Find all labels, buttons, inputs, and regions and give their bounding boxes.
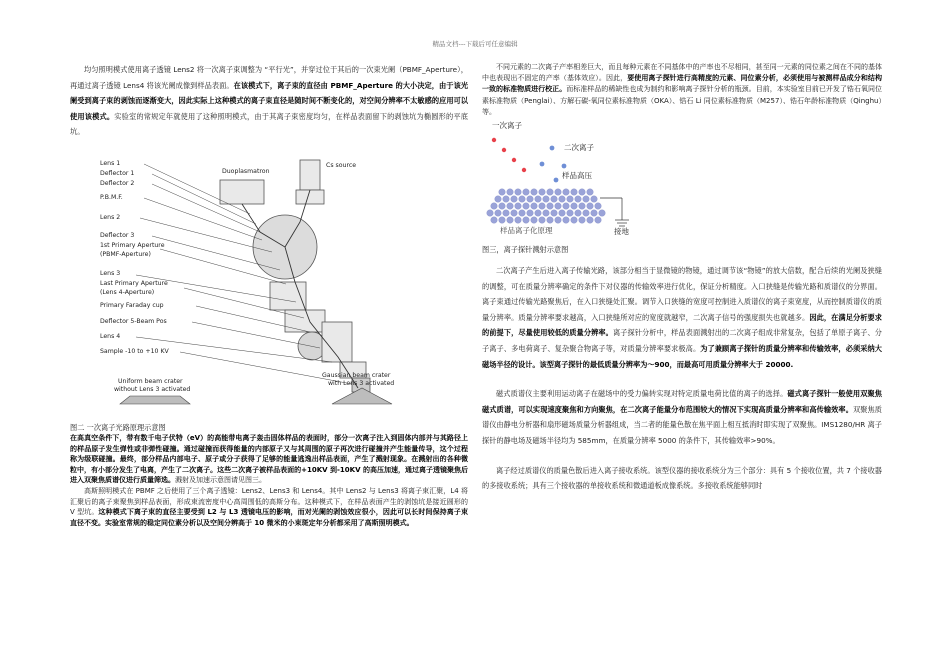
label-sample-voltage: Sample -10 to +10 KV	[100, 347, 169, 355]
primary-ion-dots	[492, 138, 526, 172]
right-column	[482, 62, 882, 494]
label-faraday-cup: Primary Faraday cup	[100, 301, 164, 309]
label-uniform-crater-sub: without Lens 3 activated	[114, 385, 191, 393]
label-primary-ion: 一次离子	[492, 121, 522, 131]
sputtering-figure	[482, 120, 637, 238]
label-deflector1: Deflector 1	[100, 169, 135, 177]
spacer	[482, 449, 882, 463]
bold-text-run: 在高真空条件下，带有数千电子伏特（eV）的高能带电离子轰击固体样品的表面时，部分一次离子注入到固体内部并与其路径上的样品原子发生弹性或非弹性碰撞。通过碰撞而获得能量的内部原子又与其周围的原子再次进行碰撞并产生能量传导，这个过程称为级联碰撞。最终，部分样品内部电子、原子或分子获得了足够的能量逃逸出样品表面，产生了溅射现象。在溅射出的各种微粒中，有小部分发生了电离，产生了二次离子。这些二次离子被样品表面的+10KV 到-10KV 的高压加速，通过离子透镜聚焦后进入双聚焦质谱仪进行质量筛选。	[70, 433, 468, 485]
label-sample-high-voltage: 样品高压	[562, 171, 592, 181]
figure-2-caption: 图二 一次离子光路原理示意图	[70, 422, 166, 432]
bold-text-run: 要使用离子探针进行高精度的元素、同位素分析，必须使用与被测样品成分和结构一致的标准物质进行校正。	[482, 74, 882, 94]
figure-3-caption: 图三，离子探针溅射示意图	[482, 245, 569, 255]
text-run: 高斯照明模式在 PBMF 之后使用了三个离子透镜：Lens2、Lens3 和 Lens4。其中 Lens2 与 Lens3 将离子束汇聚，L4 将汇聚后的离子束聚焦到样品表面，形成束流密度中心高周围低的高斯分布。这种模式下，在样品表面产生的剥蚀坑是接近圆形的 V 型坑。	[70, 486, 468, 517]
text-run: 溅射及加速示意图请见图三。	[175, 476, 266, 485]
left-paragraph-uniform-illumination	[70, 62, 468, 140]
label-lens2: Lens 2	[100, 213, 121, 221]
left-column	[70, 62, 468, 528]
cs-source-body	[300, 160, 320, 190]
bold-text-run: 为了兼顾离子探针的质量分辨率和传输效率，必须采纳大磁场半径的设计。该型离子探针的最低质量分辨率为～900，而最高可用质量分辨率大于 20000.	[482, 343, 882, 369]
sputtering-diagram	[482, 120, 637, 238]
left-paragraph-gaussian-illumination	[70, 486, 468, 528]
right-paragraph-mass-spectrometer	[482, 386, 882, 448]
label-ionization-principle: 样品离子化原理	[500, 226, 553, 236]
label-deflector5: Deflector 5-Beam Pos	[100, 317, 167, 325]
bold-text-run: 这种模式下离子束的直径主要受到 L2 与 L3 透镜电压的影响，而对光阑的剥蚀效应很小，因此可以长时间保持离子束直径不变。实验室常规的稳定同位素分析以及空间分辨高于 10 微米的小束斑定年分析都采用了高斯照明模式。	[70, 508, 468, 527]
page-header: 精品文档---下载后可任意编辑	[432, 40, 518, 48]
label-lens4: Lens 4	[100, 332, 121, 340]
spacer	[482, 372, 882, 386]
label-ground: 接地	[614, 227, 629, 237]
spacer	[482, 255, 882, 263]
label-lens1: Lens 1	[100, 159, 121, 167]
label-secondary-ion: 二次离子	[564, 143, 594, 153]
uniform-crater-shape	[120, 396, 190, 404]
text-run: 磁式质谱仪主要利用运动离子在磁场中的受力偏转实现对特定质量电荷比值的离子的选择。	[496, 389, 788, 399]
label-duoplasmatron: Duoplasmatron	[222, 167, 270, 175]
label-pbmf: P.B.M.F.	[100, 193, 123, 201]
text-run: 离子探针分析中，样品表面溅射出的二次离子组成非常复杂，包括了单原子离子、分子离子、多电荷离子、复杂聚合物离子等，对质量分辨率要求极高。	[482, 328, 882, 353]
label-cs-source: Cs source	[326, 161, 357, 169]
right-paragraph-detection-system: 离子经过质谱仪的质量色散后进入离子接收系统。该型仪器的接收系统分为三个部分：具有 5 个接收位置，共 7 个接收器的多接收系统；具有三个接收器的单接收系统和微通道板成像系统。多接收系统能够同时	[482, 465, 882, 491]
gaussian-crater-shape	[332, 388, 392, 404]
bold-text-run: 因此，在满足分析要求的前提下，尽量使用较低的质量分辨率。	[482, 312, 882, 338]
right-paragraph-transfer-optics	[482, 263, 882, 372]
label-last-aperture: Last Primary Aperture	[100, 279, 168, 287]
text-run: 实验室的常规定年就使用了这种照明模式，由于其离子束密度均匀，在样品表面留下的剥蚀坑为椭圆形的平底坑。	[70, 111, 468, 137]
label-lens3: Lens 3	[100, 269, 121, 277]
bold-text-run: 在该模式下，离子束的直径由 PBMF_Aperture 的大小决定，由于该光阑受到离子束的剥蚀而逐渐变大，因此实际上这种模式的离子束直径是随时间不断变化的，对空间分辨率不太敏感的应用可以使用该模式。	[70, 80, 469, 121]
text-run: 不同元素的二次离子产率相差巨大，而且每种元素在不同基体中的产率也不尽相同，甚至同一元素的同位素之间在不同的基体中也表现出不固定的产率（基体效应）。因此，	[482, 63, 882, 83]
label-uniform-crater: Uniform beam crater	[118, 377, 183, 385]
label-deflector3: Deflector 3	[100, 231, 135, 239]
text-run: 均匀照明模式使用离子透镜 Lens2 将一次离子束调整为 “平行光”，并穿过位于其后的一次束光阑（PBMF_Aperture），再通过离子透镜 Lens4 将该光阑成像到样品表面。	[70, 65, 468, 90]
text-run: 二次离子产生后进入离子传输光路，该部分相当于显微镜的物镜，通过调节该“物镜”的放大倍数，配合后续的光阑及狭缝的调整，可在质量分辨率确定的条件下对仪器的传输效率进行优化，保证分析精度。入口狭缝是传输光路和质谱仪的分界面。离子束通过传输光路聚焦后，在入口狭缝处汇聚。调节入口狭缝的宽度可控制进入质谱仪的离子束宽度，从而控制质谱仪的质量分辨率。质量分辨率要求越高，入口狭缝所对应的宽度就越窄，二次离子信号的强度损失也就越多。	[482, 266, 882, 322]
left-paragraph-sputtering	[70, 433, 468, 486]
label-primary-aperture: 1st Primary Aperture	[100, 241, 165, 249]
right-paragraph-matrix-effect	[482, 62, 882, 118]
sample-atom-lattice	[487, 189, 606, 224]
label-primary-aperture-sub: (PBMF-Aperture)	[100, 250, 151, 258]
label-gaussian-crater: Gaussian beam crater	[322, 371, 391, 379]
bold-text-run: 磁式离子探针一般使用双聚焦磁式质谱，可以实现速度聚焦和方向聚焦，在二次离子能量分布范围较大的情况下实现高质量分辨率和高传输效率。	[482, 389, 882, 414]
text-run: 而标准样品的稀缺性也成为制约和影响离子探针分析的瓶颈。目前，本实验室目前已开发了锆石氧同位素标准物质（Penglai）、方解石碳-氧同位素标准物质（OKA）、锆石 Li 同位素标准物质（M257）、锆石年龄标准物质（Qinghu）等。	[482, 85, 883, 116]
label-deflector2: Deflector 2	[100, 179, 135, 187]
label-gaussian-crater-sub: with Lens 3 activated	[328, 379, 395, 387]
duoplasmatron-body	[220, 180, 264, 204]
primary-ion-optics-figure	[100, 152, 430, 422]
text-run: 双聚焦质谱仪由静电分析器和扇形磁场质量分析器组成，当二者的能量色散在焦平面上相互抵消时即实现了双聚焦。IMS1280/HR 离子探针的静电场及磁场半径均为 585mm，在质量分辨率 5000 的条件下，其传输效率>90%。	[482, 404, 882, 445]
label-last-aperture-sub: (Lens 4-Aperture)	[100, 288, 155, 296]
